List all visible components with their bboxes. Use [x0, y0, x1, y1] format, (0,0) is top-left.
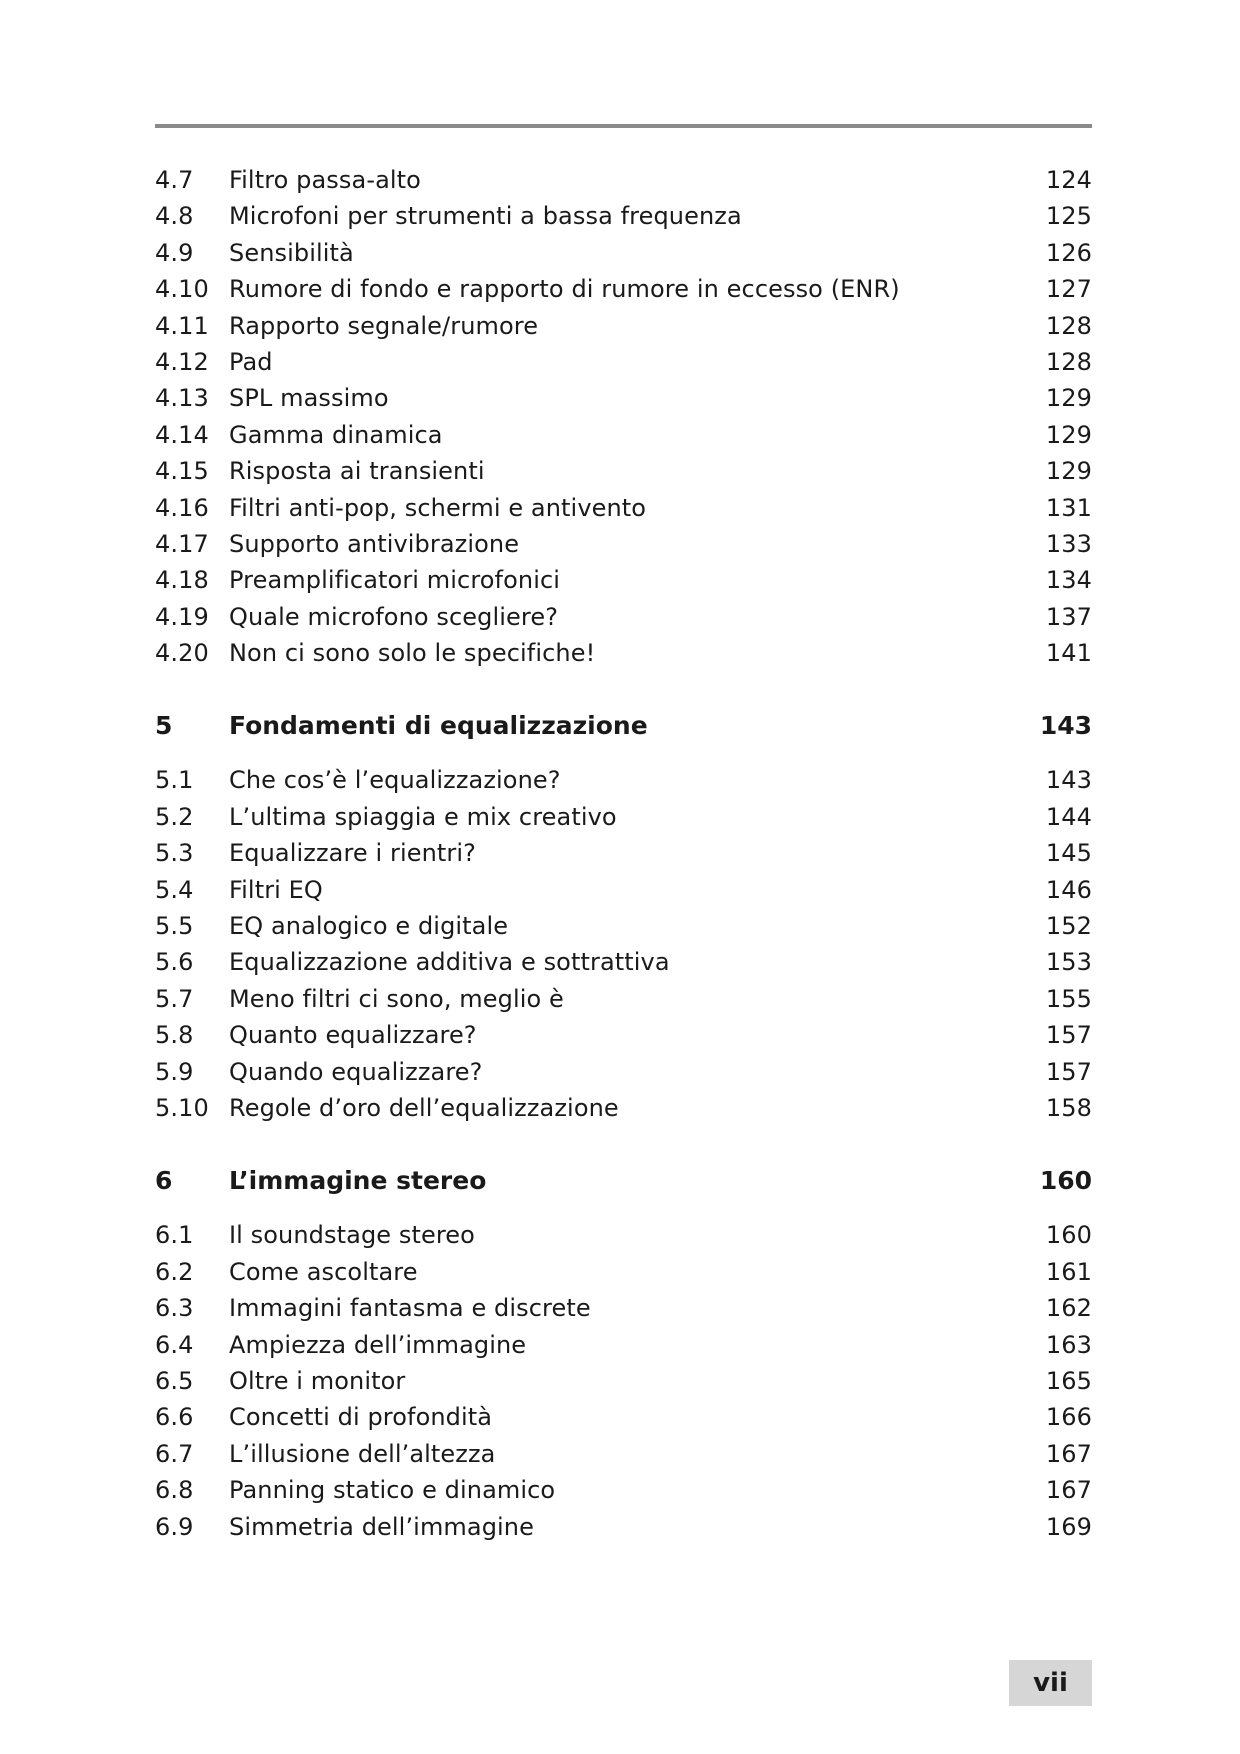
entry-title: Rapporto segnale/rumore — [229, 311, 539, 340]
entry-title: Rumore di fondo e rapporto di rumore in eccesso (ENR) — [229, 275, 900, 304]
entry-page: 161 — [1045, 1257, 1092, 1286]
toc-entry — [155, 639, 1092, 675]
toc-entry — [155, 876, 1092, 912]
entry-page: 157 — [1045, 1057, 1092, 1086]
toc-entry — [155, 839, 1092, 875]
entry-num: 6.1 — [155, 1221, 194, 1250]
entry-page: 129 — [1045, 457, 1092, 486]
entry-page: 126 — [1045, 238, 1092, 267]
entry-page: 131 — [1045, 493, 1092, 522]
entry-title: Equalizzare i rientri? — [229, 839, 476, 868]
entry-page: 125 — [1045, 202, 1092, 231]
toc-entry — [155, 1094, 1092, 1130]
toc-entry — [155, 494, 1092, 530]
toc-entry — [155, 1367, 1092, 1403]
entry-title: Meno filtri ci sono, meglio è — [229, 984, 564, 1013]
entry-title: Filtri anti-pop, schermi e antivento — [229, 493, 647, 522]
entry-title: Concetti di profondità — [229, 1403, 493, 1432]
entry-num: 5.5 — [155, 912, 194, 941]
toc-entry — [155, 384, 1092, 420]
toc-entry — [155, 1021, 1092, 1057]
toc-entry — [155, 566, 1092, 602]
entry-title: Immagini fantasma e discrete — [229, 1294, 591, 1323]
entry-num: 4.13 — [155, 384, 209, 413]
entry-page: 129 — [1045, 420, 1092, 449]
entry-page: 163 — [1045, 1330, 1092, 1359]
entry-num: 5.2 — [155, 802, 194, 831]
entry-num: 6.5 — [155, 1366, 194, 1395]
entry-num: 6.6 — [155, 1403, 194, 1432]
entry-num: 4.15 — [155, 457, 209, 486]
entry-title: Supporto antivibrazione — [229, 529, 520, 558]
toc-entry — [155, 1440, 1092, 1476]
entry-title: Panning statico e dinamico — [229, 1476, 556, 1505]
chapter-num: 6 — [155, 1166, 173, 1196]
page-number — [1009, 1660, 1092, 1706]
toc-entry — [155, 912, 1092, 948]
entry-page: 124 — [1045, 166, 1092, 194]
toc-entry — [155, 1403, 1092, 1439]
toc-entry — [155, 603, 1092, 639]
entry-num: 6.8 — [155, 1476, 194, 1505]
entry-page: 134 — [1045, 566, 1092, 595]
entry-title: Quale microfono scegliere? — [229, 602, 559, 631]
entry-title: Il soundstage stereo — [229, 1221, 475, 1250]
entry-title: L’illusione dell’altezza — [229, 1439, 496, 1468]
entry-title: Microfoni per strumenti a bassa frequenza — [229, 202, 742, 231]
chapter-page: 143 — [1039, 711, 1092, 741]
entry-num: 4.11 — [155, 311, 209, 340]
entry-title: Pad — [229, 347, 273, 376]
chapter-page: 160 — [1039, 1166, 1092, 1196]
toc-entry — [155, 166, 1092, 202]
entry-title: Gamma dinamica — [229, 420, 443, 449]
header-rule — [155, 124, 1092, 128]
toc-entry — [155, 803, 1092, 839]
toc-entry — [155, 312, 1092, 348]
chapter-heading — [155, 711, 1092, 755]
entry-title: L’ultima spiaggia e mix creativo — [229, 802, 617, 831]
toc-entry — [155, 1058, 1092, 1094]
entry-page: 160 — [1045, 1221, 1092, 1250]
entry-title: Quanto equalizzare? — [229, 1021, 477, 1050]
entry-page: 128 — [1045, 347, 1092, 376]
entry-title: Che cos’è l’equalizzazione? — [229, 766, 561, 795]
entry-title: Sensibilità — [229, 238, 354, 267]
table-of-contents — [155, 166, 1092, 1549]
toc-entry — [155, 1513, 1092, 1549]
entry-page: 167 — [1045, 1476, 1092, 1505]
toc-entry — [155, 948, 1092, 984]
entry-num: 5.9 — [155, 1057, 194, 1086]
toc-entry — [155, 985, 1092, 1021]
toc-entry — [155, 1258, 1092, 1294]
chapter-title: Fondamenti di equalizzazione — [229, 711, 648, 741]
entry-page: 145 — [1045, 839, 1092, 868]
entry-page: 127 — [1045, 275, 1092, 304]
entry-page: 166 — [1045, 1403, 1092, 1432]
entry-page: 158 — [1045, 1093, 1092, 1122]
entry-title: EQ analogico e digitale — [229, 912, 509, 941]
entry-num: 4.7 — [155, 166, 194, 194]
entry-num: 4.9 — [155, 238, 194, 267]
entry-title: Preamplificatori microfonici — [229, 566, 561, 595]
entry-num: 5.10 — [155, 1093, 209, 1122]
entry-page: 146 — [1045, 875, 1092, 904]
entry-num: 4.20 — [155, 639, 209, 668]
entry-num: 4.16 — [155, 493, 209, 522]
entry-title: SPL massimo — [229, 384, 389, 413]
entry-title: Non ci sono solo le specifiche! — [229, 639, 596, 668]
toc-entry — [155, 1331, 1092, 1367]
entry-num: 5.1 — [155, 766, 194, 795]
entry-title: Ampiezza dell’immagine — [229, 1330, 527, 1359]
entry-page: 152 — [1045, 912, 1092, 941]
toc-entry — [155, 1221, 1092, 1257]
toc-entry — [155, 1476, 1092, 1512]
toc-entry — [155, 1294, 1092, 1330]
toc-entry — [155, 421, 1092, 457]
entry-num: 4.18 — [155, 566, 209, 595]
entry-num: 6.7 — [155, 1439, 194, 1468]
entry-num: 6.3 — [155, 1294, 194, 1323]
entry-title: Simmetria dell’immagine — [229, 1512, 534, 1541]
entry-page: 157 — [1045, 1021, 1092, 1050]
entry-page: 133 — [1045, 529, 1092, 558]
entry-num: 5.3 — [155, 839, 194, 868]
toc-entry — [155, 457, 1092, 493]
entry-num: 6.2 — [155, 1257, 194, 1286]
toc-entry — [155, 239, 1092, 275]
entry-page: 162 — [1045, 1294, 1092, 1323]
entry-title: Come ascoltare — [229, 1257, 418, 1286]
entry-title: Filtro passa-alto — [229, 166, 421, 194]
chapter-num: 5 — [155, 711, 173, 741]
entry-page: 129 — [1045, 384, 1092, 413]
toc-entry — [155, 202, 1092, 238]
entry-page: 144 — [1045, 802, 1092, 831]
entry-page: 155 — [1045, 984, 1092, 1013]
entry-page: 128 — [1045, 311, 1092, 340]
entry-num: 4.17 — [155, 529, 209, 558]
toc-entry — [155, 530, 1092, 566]
entry-page: 169 — [1045, 1512, 1092, 1541]
entry-num: 5.7 — [155, 984, 194, 1013]
entry-num: 4.12 — [155, 347, 209, 376]
entry-num: 4.14 — [155, 420, 209, 449]
entry-title: Filtri EQ — [229, 875, 323, 904]
toc-entry — [155, 348, 1092, 384]
entry-num: 4.19 — [155, 602, 209, 631]
entry-num: 5.4 — [155, 875, 194, 904]
entry-page: 153 — [1045, 948, 1092, 977]
entry-num: 6.4 — [155, 1330, 194, 1359]
entry-num: 5.8 — [155, 1021, 194, 1050]
entry-num: 4.10 — [155, 275, 209, 304]
entry-num: 5.6 — [155, 948, 194, 977]
entry-page: 137 — [1045, 602, 1092, 631]
entry-title: Regole d’oro dell’equalizzazione — [229, 1093, 619, 1122]
entry-num: 4.8 — [155, 202, 194, 231]
entry-num: 6.9 — [155, 1512, 194, 1541]
chapter-title: L’immagine stereo — [229, 1166, 487, 1196]
entry-page: 143 — [1045, 766, 1092, 795]
chapter-heading — [155, 1166, 1092, 1210]
entry-title: Equalizzazione additiva e sottrattiva — [229, 948, 670, 977]
entry-page: 167 — [1045, 1439, 1092, 1468]
toc-entry — [155, 275, 1092, 311]
entry-title: Oltre i monitor — [229, 1366, 406, 1395]
entry-page: 165 — [1045, 1366, 1092, 1395]
entry-title: Quando equalizzare? — [229, 1057, 483, 1086]
toc-entry — [155, 766, 1092, 802]
page-number-label: vii — [1033, 1668, 1068, 1698]
entry-page: 141 — [1045, 639, 1092, 668]
entry-title: Risposta ai transienti — [229, 457, 485, 486]
